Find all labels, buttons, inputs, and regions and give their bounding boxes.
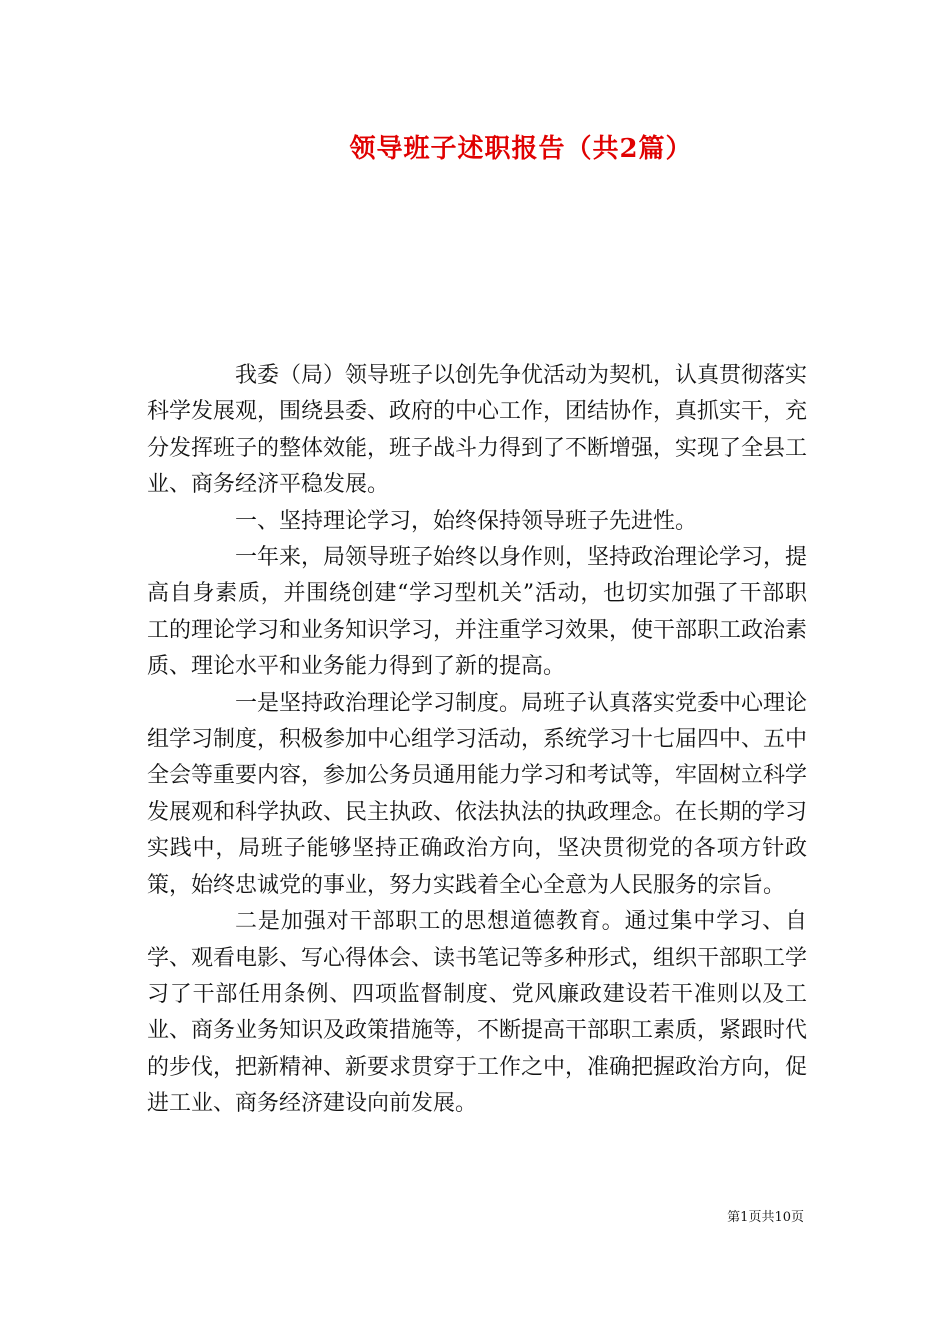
paragraph-point-1: 一是坚持政治理论学习制度。局班子认真落实党委中心理论组学习制度，积极参加中心组学习活动，系统学习十七届四中、五中全会等重要内容，参加公务员通用能力学习和考试等，牢固树立科学发展观和科学执政、民主执政、依法执法的执政理念。在长期的学习实践中，局班子能够坚持正确政治方向，坚决贯彻党的各项方针政策，始终忠诚党的事业，努力实践着全心全意为人民服务的宗旨。	[147, 690, 808, 898]
paragraph-point-2: 二是加强对干部职工的思想道德教育。通过集中学习、自学、观看电影、写心得体会、读书笔记等多种形式，组织干部职工学习了干部任用条例、四项监督制度、党风廉政建设若干准则以及工业、商务业务知识及政策措施等，不断提高干部职工素质，紧跟时代的步伐，把新精神、新要求贯穿于工作之中，准确把握政治方向，促进工业、商务经济建设向前发展。	[147, 909, 808, 1117]
document-title: 领导班子述职报告（共2篇）	[349, 134, 693, 164]
page-number-footer: 第1页共10页	[727, 1210, 804, 1225]
section-heading-1: 一、坚持理论学习，始终保持领导班子先进性。	[235, 508, 698, 534]
paragraph-intro: 我委（局）领导班子以创先争优活动为契机，认真贯彻落实科学发展观，围绕县委、政府的中心工作，团结协作，真抓实干，充分发挥班子的整体效能，班子战斗力得到了不断增强，实现了全县工业、商务经济平稳发展。	[147, 363, 808, 498]
document-body	[147, 358, 807, 1123]
paragraph-section-1: 一年来，局领导班子始终以身作则，坚持政治理论学习，提高自身素质，并围绕创建“学习型机关”活动，也切实加强了干部职工的理论学习和业务知识学习，并注重学习效果，使干部职工政治素质、理论水平和业务能力得到了新的提高。	[147, 545, 808, 680]
